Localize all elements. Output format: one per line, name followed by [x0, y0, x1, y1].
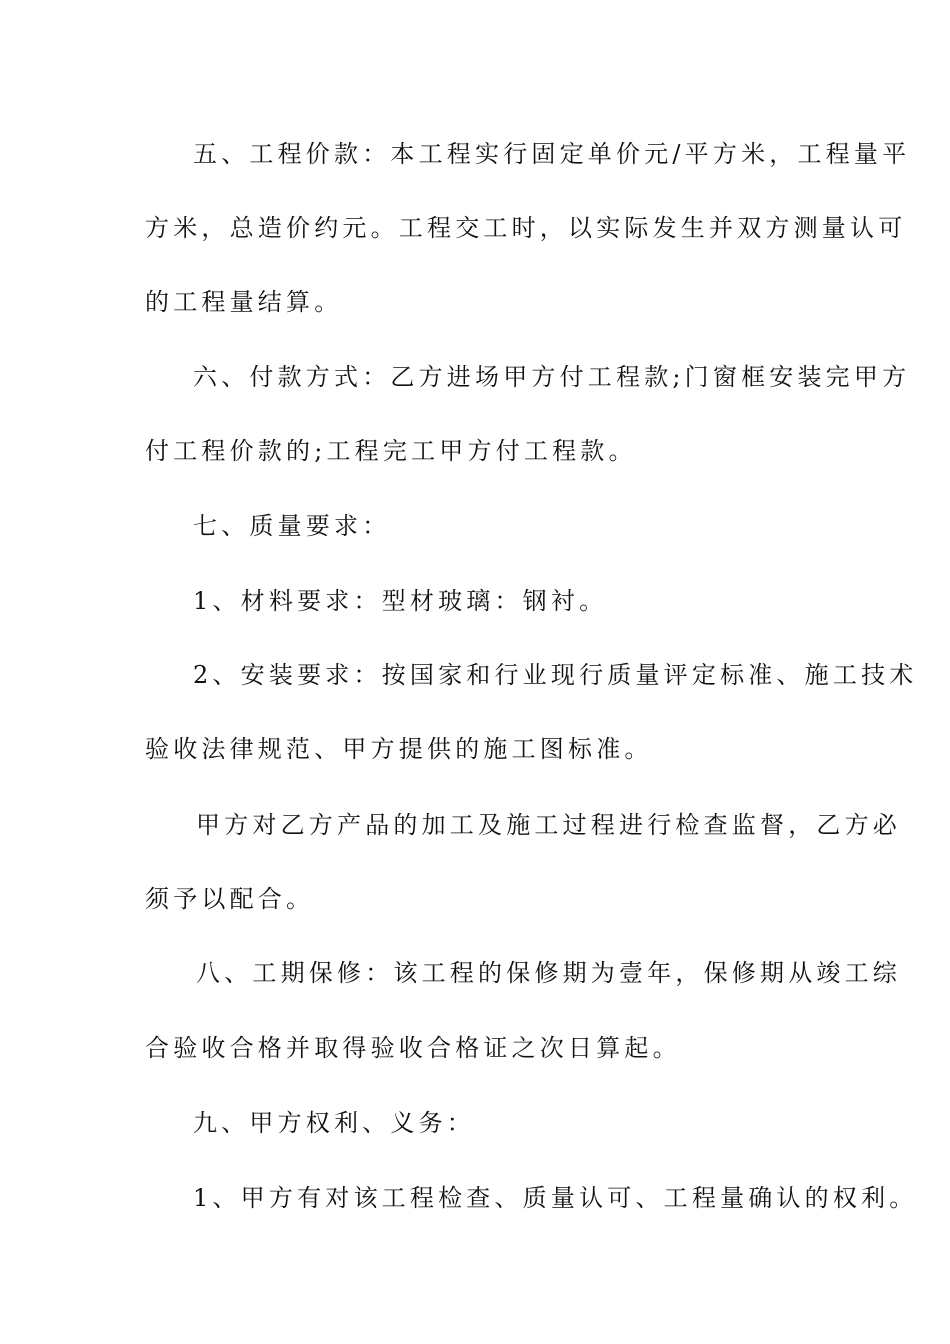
inspection-line-2: 须予以配合。 — [145, 885, 315, 913]
section-5-line-2: 方米，总造价约元。工程交工时，以实际发生并双方测量认可 — [145, 214, 907, 242]
section-5-line-3: 的工程量结算。 — [145, 288, 343, 316]
installation-requirement-line-1: 2、安装要求：按国家和行业现行质量评定标准、施工技术 — [193, 661, 918, 689]
material-requirement: 1、材料要求：型材玻璃：钢衬。 — [193, 587, 608, 615]
installation-requirement-line-2: 验收法律规范、甲方提供的施工图标准。 — [145, 735, 653, 763]
section-9-heading: 九、甲方权利、义务： — [193, 1109, 475, 1137]
section-5-line-1: 五、工程价款：本工程实行固定单价元/平方米，工程量平 — [193, 140, 911, 168]
inspection-line-1: 甲方对乙方产品的加工及施工过程进行检查监督，乙方必 — [196, 811, 901, 839]
section-6-line-2: 付工程价款的;工程完工甲方付工程款。 — [145, 437, 637, 465]
section-8-line-1: 八、工期保修：该工程的保修期为壹年，保修期从竣工综 — [196, 959, 901, 987]
section-8-line-2: 合验收合格并取得验收合格证之次日算起。 — [145, 1034, 681, 1062]
party-a-right-1: 1、甲方有对该工程检查、质量认可、工程量确认的权利。 — [193, 1184, 918, 1212]
section-7-heading: 七、质量要求： — [193, 512, 391, 540]
section-6-line-1: 六、付款方式：乙方进场甲方付工程款;门窗框安装完甲方 — [193, 363, 911, 391]
